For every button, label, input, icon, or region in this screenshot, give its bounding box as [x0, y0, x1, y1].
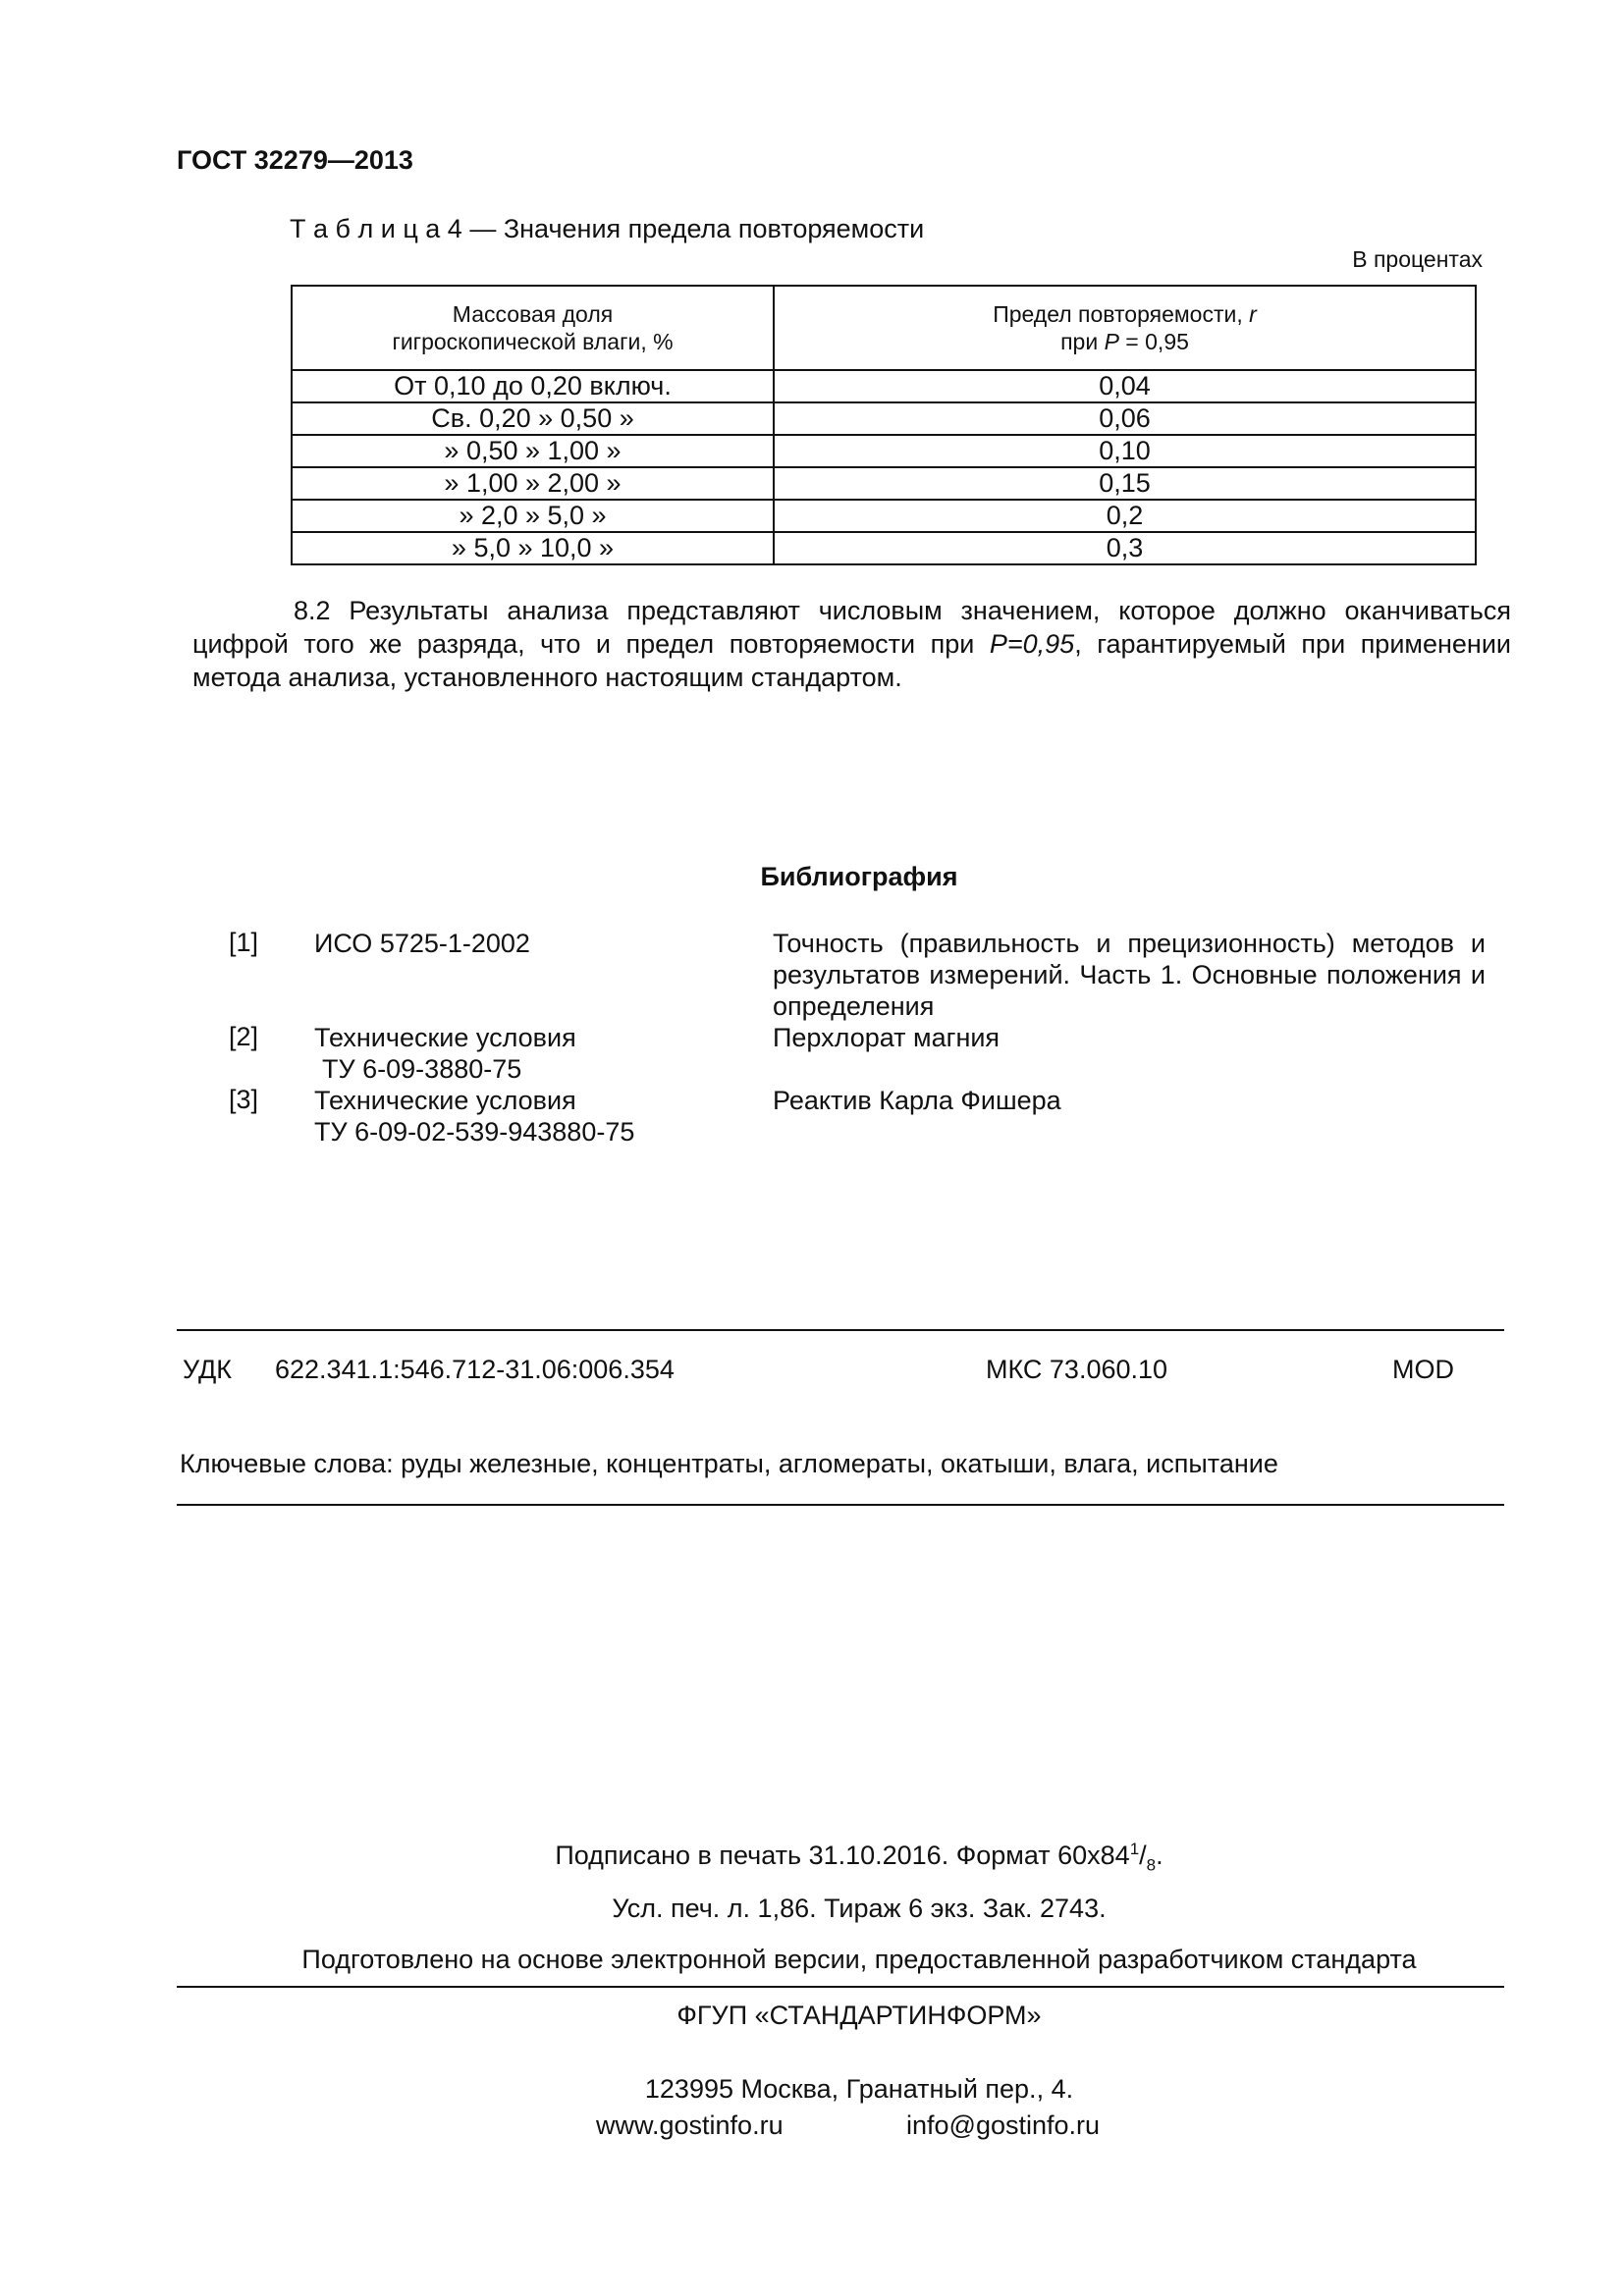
bib-item-source: [314, 1085, 634, 1148]
bib-source-line1: Технические условия: [314, 1086, 576, 1115]
table-row: [292, 500, 1476, 532]
table-row: [292, 532, 1476, 564]
header-limit-line2: [775, 328, 1475, 355]
range-cell: » 0,50 » 1,00 »: [292, 435, 774, 467]
para-text-2: , гарантируемый при применении метода анализа, установленного настоящим стандартом.: [192, 629, 1511, 692]
table-row: [292, 467, 1476, 500]
bib-item-source: ИСО 5725-1-2002: [314, 929, 530, 958]
prepared-note: Подготовлено на основе электронной версии, предоставленной разработчиком стандарта: [301, 1945, 1417, 1974]
print-info: Усл. печ. л. 1,86. Тираж 6 экз. Зак. 2743.: [612, 1894, 1107, 1923]
symbol-p: P: [1104, 329, 1119, 354]
header-mass-fraction-line1: Массовая доля: [452, 301, 614, 327]
table-row: [292, 435, 1476, 467]
limit-cell: 0,10: [774, 435, 1476, 467]
bib-item-source: [314, 1022, 576, 1085]
header-repeatability-limit: [774, 286, 1476, 370]
divider-line: [177, 1504, 1504, 1506]
email-link[interactable]: info@gostinfo.ru: [906, 2110, 1101, 2140]
udk-label: УДК: [183, 1355, 232, 1384]
bib-item-description: Реактив Карла Фишера: [773, 1086, 1061, 1115]
header-limit-text: Предел повторяемости,: [993, 301, 1250, 327]
format-sup: 1: [1129, 1840, 1140, 1858]
range-cell: От 0,10 до 0,20 включ.: [292, 370, 774, 402]
header-limit-value: = 0,95: [1118, 329, 1189, 354]
bib-source-line1: Технические условия: [314, 1023, 576, 1052]
limit-cell: 0,2: [774, 500, 1476, 532]
limit-cell: 0,06: [774, 402, 1476, 435]
format-end: .: [1156, 1841, 1163, 1870]
limit-cell: 0,15: [774, 467, 1476, 500]
format-sub: 8: [1146, 1855, 1157, 1875]
table-row: [292, 370, 1476, 402]
limit-cell: 0,04: [774, 370, 1476, 402]
website-link[interactable]: www.gostinfo.ru: [596, 2110, 784, 2140]
range-cell: » 5,0 » 10,0 »: [292, 532, 774, 564]
bib-item-description: Перхлорат магния: [773, 1023, 1001, 1052]
table-units: В процентах: [1352, 246, 1483, 272]
para-text-1: 8.2 Результаты анализа представляют числовым значением, которое должно оканчиваться цифрой того же разряда, что и предел повторяемости при: [192, 596, 1511, 659]
repeatability-table: [291, 285, 1477, 565]
header-limit-line1: [775, 300, 1475, 328]
header-mass-fraction: [292, 286, 774, 370]
udk-value: 622.341.1:546.712-31.06:006.354: [275, 1355, 675, 1384]
paragraph-8-2: [192, 594, 1511, 694]
publisher-address: 123995 Москва, Гранатный пер., 4.: [644, 2074, 1074, 2104]
bib-item-number: [1]: [229, 928, 259, 957]
bib-item-number: [2]: [229, 1022, 259, 1051]
bib-item-number: [3]: [229, 1085, 259, 1114]
symbol-r: r: [1249, 301, 1257, 327]
document-code: ГОСТ 32279—2013: [177, 145, 413, 175]
bibliography-title: Библиография: [760, 862, 958, 891]
divider-line: [177, 1329, 1504, 1331]
keywords: Ключевые слова: руды железные, концентраты, агломераты, окатыши, влага, испытание: [180, 1449, 1278, 1478]
signed-for-print: [0, 1840, 1623, 1875]
range-cell: » 1,00 » 2,00 »: [292, 467, 774, 500]
mks-value: МКС 73.060.10: [986, 1355, 1168, 1384]
bib-source-line2: ТУ 6-09-3880-75: [322, 1054, 522, 1084]
table-header-row: [292, 286, 1476, 370]
limit-cell: 0,3: [774, 532, 1476, 564]
divider-line: [177, 1986, 1504, 1988]
header-limit-pre: при: [1060, 329, 1105, 354]
signed-text: Подписано в печать 31.10.2016. Формат 60х84: [555, 1841, 1130, 1870]
bib-source-line2: ТУ 6-09-02-539-943880-75: [314, 1117, 635, 1147]
range-cell: » 2,0 » 5,0 »: [292, 500, 774, 532]
bib-item-description: Точность (правильность и прецизионность) методов и результатов измерений. Часть 1. Основные положения и определения: [773, 929, 1486, 1021]
header-mass-fraction-line2: гигроскопической влаги, %: [392, 329, 674, 354]
publisher-name: ФГУП «СТАНДАРТИНФОРМ»: [676, 2001, 1042, 2030]
table-caption: Т а б л и ц а 4 — Значения предела повторяемости: [290, 214, 925, 243]
mod-label: MOD: [1392, 1355, 1454, 1384]
table-row: [292, 402, 1476, 435]
para-italic-p: P=0,95: [989, 629, 1075, 659]
range-cell: Св. 0,20 » 0,50 »: [292, 402, 774, 435]
format-slash: /: [1139, 1841, 1147, 1870]
